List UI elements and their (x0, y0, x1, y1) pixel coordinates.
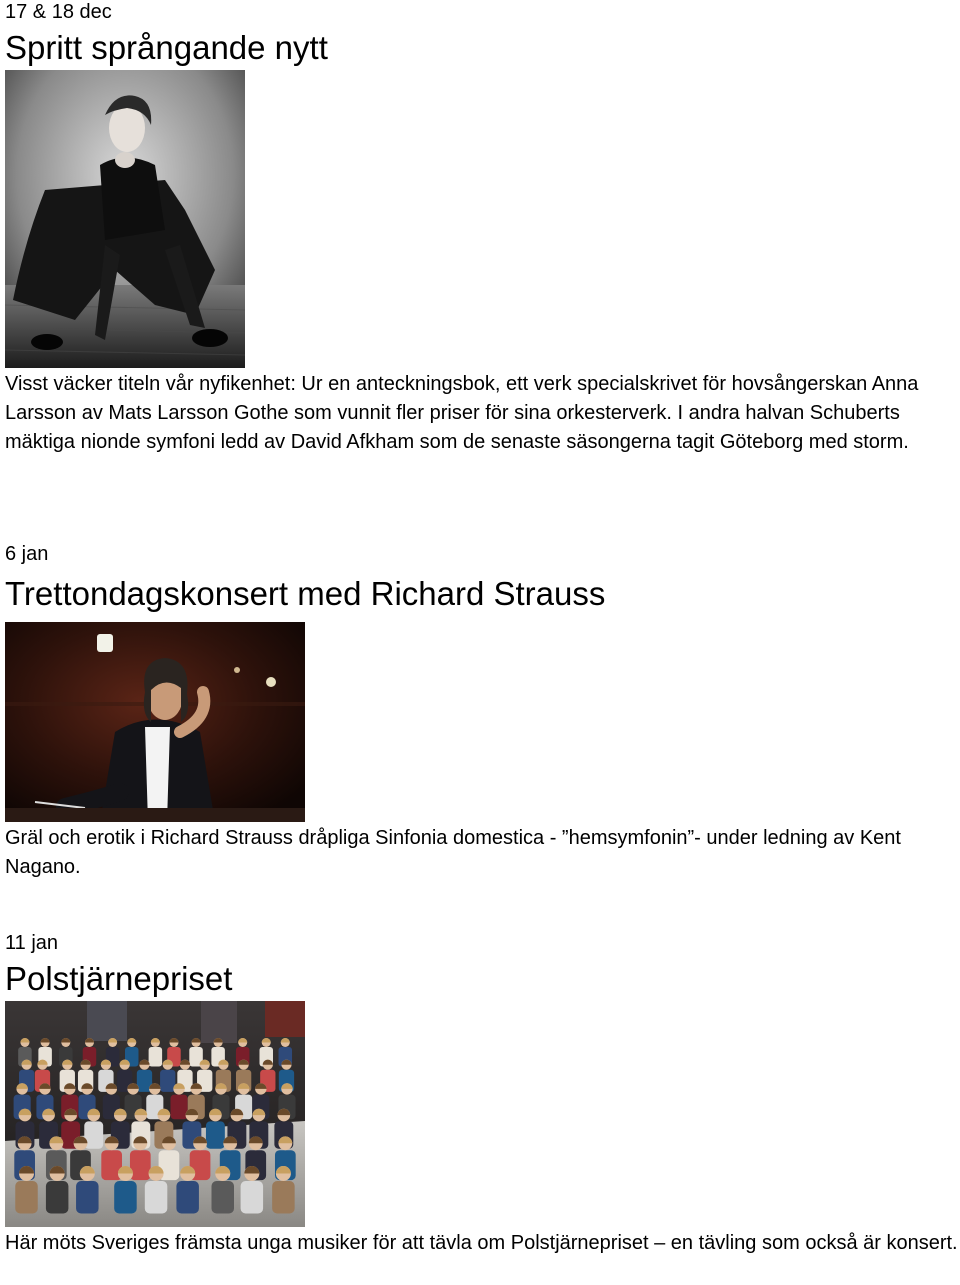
person-body (206, 1121, 225, 1148)
person-body (145, 1181, 168, 1214)
event-3 (5, 931, 960, 1258)
event-photo-group (5, 1001, 305, 1227)
person-body (76, 1181, 99, 1214)
person-body (15, 1181, 37, 1214)
event-title: Spritt språngande nytt (5, 29, 328, 66)
event-date: 6 jan (5, 543, 49, 565)
event-title: Trettondagskonsert med Richard Strauss (5, 575, 606, 612)
person-body (160, 1070, 175, 1092)
event-description: Här möts Sveriges främsta unga musiker för att tävla om Polstjärnepriset – en tävling som också är konsert. (5, 1232, 958, 1254)
person-body (149, 1047, 163, 1067)
event-2 (5, 542, 960, 882)
event-photo-singer (5, 70, 245, 368)
person-body (176, 1181, 199, 1214)
event-description: Gräl och erotik i Richard Strauss dråpliga Sinfonia domestica - ”hemsymfonin”- under ledning av Kent Nagano. (5, 827, 901, 878)
person-body (241, 1181, 264, 1214)
event-date: 11 jan (5, 932, 59, 954)
event-title: Polstjärnepriset (5, 960, 233, 997)
event-photo-conductor (5, 622, 305, 822)
event-1 (5, 0, 960, 457)
person-body (272, 1181, 295, 1214)
person-body (46, 1181, 69, 1214)
event-date: 17 & 18 dec (5, 1, 112, 23)
event-description: Visst väcker titeln vår nyfikenhet: Ur en anteckningsbok, ett verk specialskrivet för hovsångerskan Anna Larsson av Mats Larsson Gothe som vunnit fler priser för sina orkesterverk. I andra halvan Schuberts mäktiga nionde symfoni ledd av David Afkham som de senaste säsongerna tagit Göteborg med storm. (5, 373, 919, 453)
person-body (130, 1150, 151, 1180)
person-body (170, 1095, 187, 1120)
person-body (114, 1181, 136, 1214)
person-body (212, 1181, 235, 1214)
